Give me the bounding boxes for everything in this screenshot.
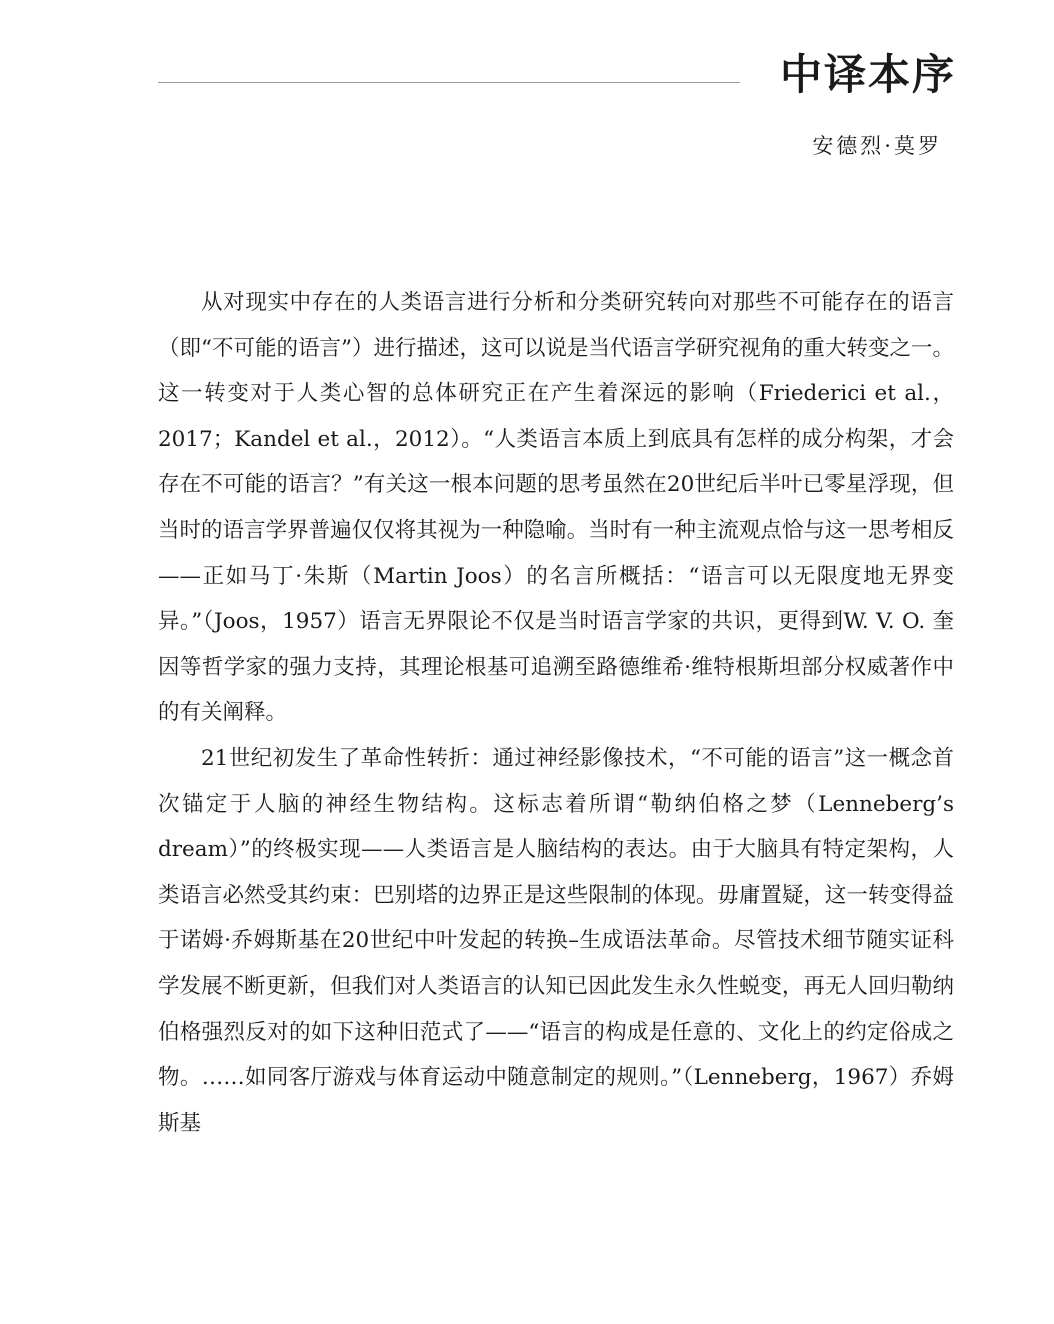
- chapter-title: 中译本序: [779, 50, 956, 99]
- paragraph: 21世纪初发生了革命性转折：通过神经影像技术，“不可能的语言”这一概念首次锚定于人脑的神经生物结构。这标志着所谓“勒纳伯格之梦（Lenneberg’s dream）”的终极实现——人类语言是人脑结构的表达。由于大脑具有特定架构，人类语言必然受其约束：巴别塔的边界正是这些限制的体现。毋庸置疑，这一转变得益于诺姆·乔姆斯基在20世纪中叶发起的转换–生成语法革命。尽管技术细节随实证科学发展不断更新，但我们对人类语言的认知已因此发生永久性蜕变，再无人回归勒纳伯格强烈反对的如下这种旧范式了——“语言的构成是任意的、文化上的约定俗成之物。……如同客厅游戏与体育运动中随意制定的规则。”（Lenneberg，1967）乔姆斯基: [158, 745, 954, 1136]
- paragraph: 从对现实中存在的人类语言进行分析和分类研究转向对那些不可能存在的语言（即“不可能的语言”）进行描述，这可以说是当代语言学研究视角的重大转变之一。这一转变对于人类心智的总体研究正在产生着深远的影响（Friederici et al.，2017；Kandel et al.，2012）。“人类语言本质上到底具有怎样的成分构架，才会存在不可能的语言？”有关这一根本问题的思考虽然在20世纪后半叶已零星浮现，但当时的语言学界普遍仅仅将其视为一种隐喻。当时有一种主流观点恰与这一思考相反——正如马丁·朱斯（Martin Joos）的名言所概括：“语言可以无限度地无界变异。”（Joos，1957）语言无界限论不仅是当时语言学家的共识，更得到W. V. O. 奎因等哲学家的强力支持，其理论根基可追溯至路德维希·维特根斯坦部分权威著作中的有关阐释。: [158, 290, 954, 726]
- body-text: [158, 280, 954, 1146]
- header-rule: [158, 82, 740, 83]
- author-name: 安德烈·莫罗: [812, 134, 942, 158]
